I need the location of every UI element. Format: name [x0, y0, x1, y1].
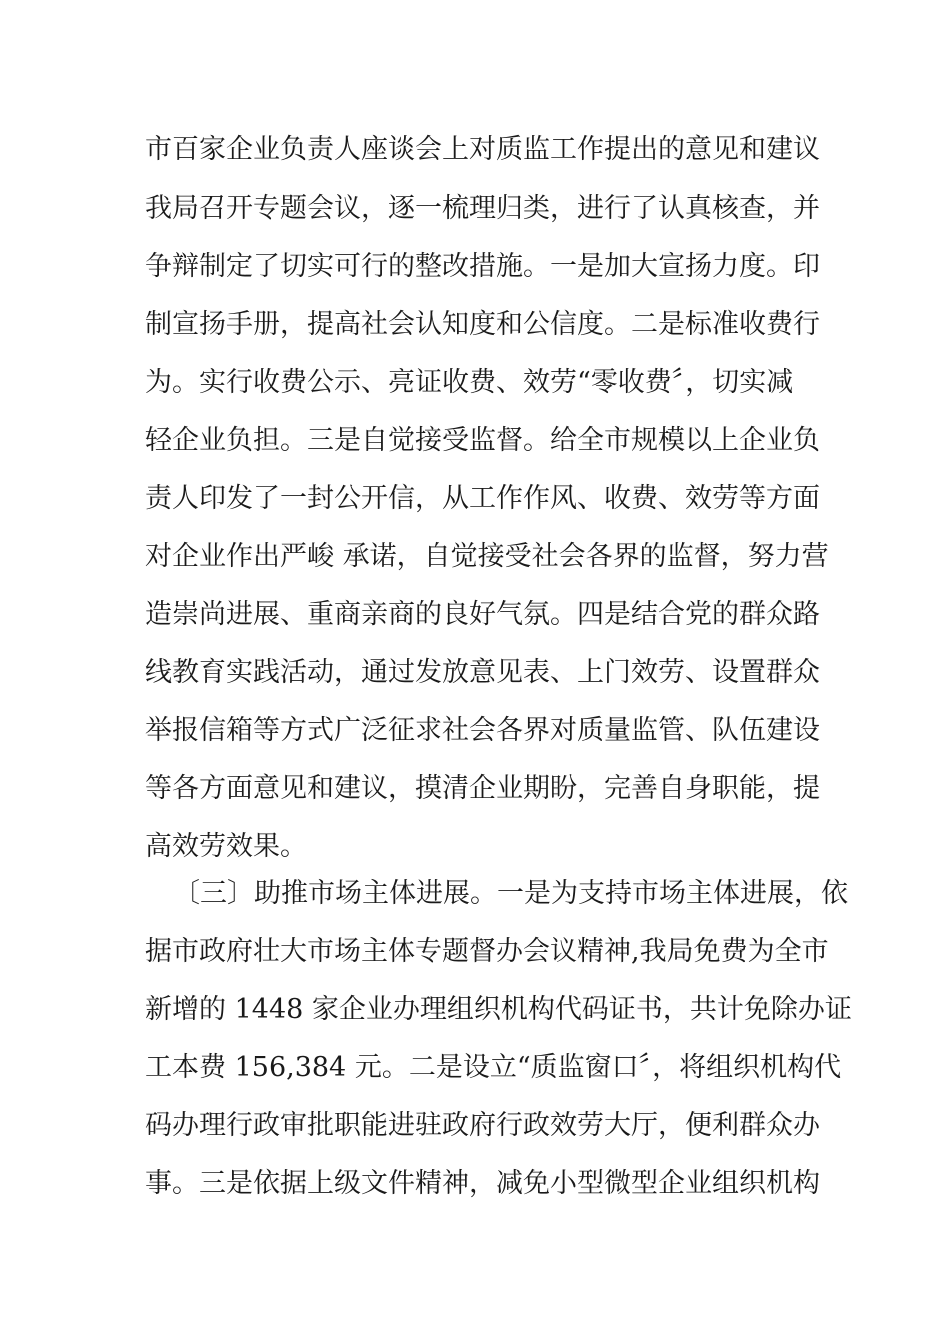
text-line: 等各方面意见和建议，摸清企业期盼，完善自身职能，提: [145, 773, 820, 804]
text-line: 新增的 1448 家企业办理组织机构代码证书，共计免除办证: [145, 994, 852, 1025]
text-line: 责人印发了一封公开信，从工作作风、收费、效劳等方面: [145, 483, 820, 514]
text-line: 据市政府壮大市场主体专题督办会议精神,我局免费为全市: [145, 936, 829, 967]
text-line: 轻企业负担。三是自觉接受监督。给全市规模以上企业负: [145, 425, 820, 456]
text-line: 我局召开专题会议，逐一梳理归类，进行了认真核查，并: [145, 193, 820, 224]
paragraph-heading-line: 〔三〕助推市场主体进展。一是为支持市场主体进展，依: [173, 878, 848, 909]
text-line: 工本费 156,384 元。二是设立“质监窗口〞，将组织机构代: [145, 1052, 842, 1083]
text-line: 高效劳效果。: [145, 831, 307, 862]
text-line: 对企业作出严峻 承诺，自觉接受社会各界的监督，努力营: [145, 541, 829, 572]
text-line: 事。三是依据上级文件精神，减免小型微型企业组织机构: [145, 1168, 820, 1199]
text-line: 制宣扬手册，提高社会认知度和公信度。二是标准收费行: [145, 309, 820, 340]
text-line: 争辩制定了切实可行的整改措施。一是加大宣扬力度。印: [145, 251, 820, 282]
text-line: 线教育实践活动，通过发放意见表、上门效劳、设置群众: [145, 657, 820, 688]
text-line: 为。实行收费公示、亮证收费、效劳“零收费〞，切实减: [145, 367, 794, 398]
text-line: 造崇尚进展、重商亲商的良好气氛。四是结合党的群众路: [145, 599, 820, 630]
text-line: 举报信箱等方式广泛征求社会各界对质量监管、队伍建设: [145, 715, 820, 746]
text-line: 市百家企业负责人座谈会上对质监工作提出的意见和建议: [145, 134, 820, 165]
text-line: 码办理行政审批职能进驻政府行政效劳大厅，便利群众办: [145, 1110, 820, 1141]
